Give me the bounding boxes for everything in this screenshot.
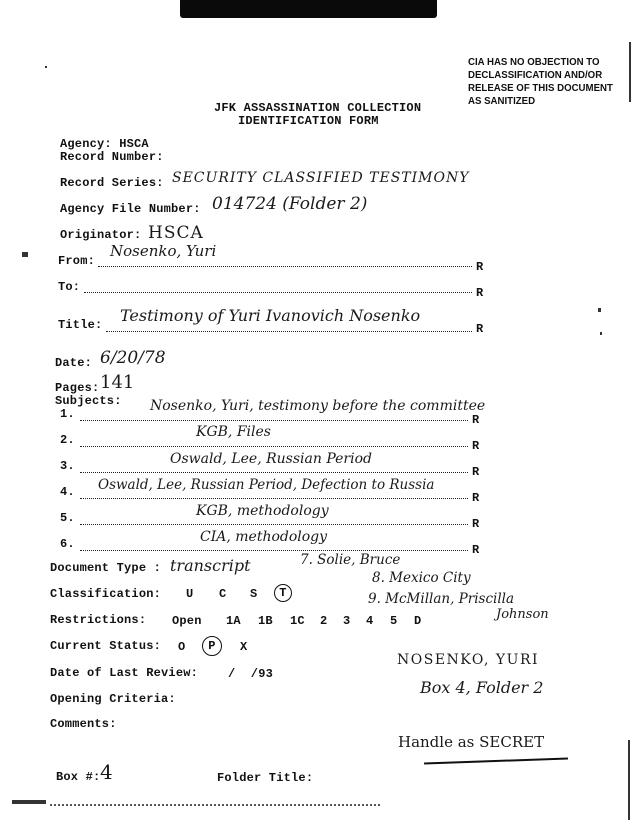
current-status-label: Current Status: [50,639,162,653]
comments-label: Comments: [50,717,117,731]
from-label: From: [58,254,96,268]
r-marker: R [472,465,480,479]
r-marker: R [472,413,480,427]
title-line [106,331,472,332]
subject-1: Nosenko, Yuri, testimony before the committee [150,398,486,414]
agency-file-number-label: Agency File Number: [60,202,201,216]
record-number-label: Record Number: [60,150,164,164]
subject-2: KGB, Files [196,424,271,440]
classification-option-s: S [250,587,258,601]
annotation-name: NOSENKO, YURI [397,652,540,668]
subject-line [80,472,468,473]
r-marker: R [472,439,480,453]
form-header-title: JFK ASSASSINATION COLLECTION [214,101,422,115]
subject-9-cont: Johnson [496,607,549,622]
subject-line [80,524,468,525]
scan-edge [12,800,46,804]
classification-option-c: C [219,587,227,601]
pages-value: 141 [100,372,135,393]
redaction-bar [180,0,437,18]
stamp-line: RELEASE OF THIS DOCUMENT [468,82,613,94]
scan-edge [628,740,630,820]
restriction-option: 4 [366,614,374,628]
restrictions-label: Restrictions: [50,613,147,627]
document-type-label: Document Type : [50,561,162,575]
r-marker: R [472,491,480,505]
to-line [84,292,472,293]
subject-number: 5. [60,511,75,525]
r-marker: R [476,286,484,300]
stamp-line: AS SANITIZED [468,95,536,107]
scan-speck [45,66,47,68]
from-value: Nosenko, Yuri [110,242,217,260]
status-option-p-selected [202,636,222,656]
stamp-line: DECLASSIFICATION AND/OR [468,69,603,81]
subject-5: KGB, methodology [196,503,329,519]
scan-speck [22,252,28,257]
restriction-option: 1B [258,614,273,628]
subject-number: 6. [60,537,75,551]
subject-number: 1. [60,407,75,421]
title-value: Testimony of Yuri Ivanovich Nosenko [120,306,421,325]
restriction-option: 1C [290,614,305,628]
subject-line [80,550,468,551]
scan-artifact-line [50,804,380,806]
classification-option-t-selected [274,584,292,602]
subject-9: 9. McMillan, Priscilla [368,591,515,607]
r-marker: R [476,322,484,336]
agency-value: HSCA [119,137,149,151]
r-marker: R [472,517,480,531]
opening-criteria-label: Opening Criteria: [50,692,176,706]
record-series-value: SECURITY CLASSIFIED TESTIMONY [172,170,470,186]
declassification-stamp [468,56,613,108]
originator-label: Originator: [60,228,142,242]
restriction-option: 5 [390,614,398,628]
from-line [98,266,472,267]
subject-number: 3. [60,459,75,473]
record-series-label: Record Series: [60,176,164,190]
restriction-option: 1A [226,614,241,628]
subject-7: 7. Solie, Bruce [300,552,401,568]
title-label: Title: [58,318,103,332]
subject-6: CIA, methodology [200,529,328,545]
box-label: Box #: [56,770,101,784]
handle-as-secret-annotation: Handle as SECRET [398,733,545,751]
folder-title-label: Folder Title: [217,771,314,785]
date-last-review-label: Date of Last Review: [50,666,199,680]
restriction-option: 3 [343,614,351,628]
subject-4: Oswald, Lee, Russian Period, Defection to Russia [98,477,435,493]
classification-label: Classification: [50,587,162,601]
subject-3: Oswald, Lee, Russian Period [170,451,372,467]
subject-8: 8. Mexico City [372,570,471,586]
stamp-line: CIA HAS NO OBJECTION TO [468,56,600,68]
subjects-label: Subjects: [55,394,122,408]
agency-file-number-value: 014724 (Folder 2) [212,194,368,214]
selection-circle: T [274,584,292,602]
annotation-box-folder: Box 4, Folder 2 [420,678,544,697]
restriction-option: 2 [320,614,328,628]
pages-label: Pages: [55,381,100,395]
scan-speck [600,332,602,335]
document-type-value: transcript [170,556,251,575]
subject-line [80,498,468,499]
scan-speck [598,308,601,312]
date-label: Date: [55,356,93,370]
classification-option-u: U [186,587,194,601]
form-header-subtitle: IDENTIFICATION FORM [238,114,379,128]
subject-number: 2. [60,433,75,447]
restriction-option: D [414,614,422,628]
r-marker: R [472,543,480,557]
box-value: 4 [100,760,113,784]
date-last-review-value: / /93 [228,667,274,681]
subject-line [80,446,468,447]
subject-line [80,420,468,421]
r-marker: R [476,260,484,274]
status-option-x: X [240,640,248,654]
agency-row [60,137,149,151]
restriction-option: Open [172,614,202,628]
to-label: To: [58,280,81,294]
scan-edge [629,42,631,102]
date-value: 6/20/78 [100,348,166,368]
selection-circle: P [202,636,222,656]
subject-number: 4. [60,485,75,499]
originator-value: HSCA [148,223,204,243]
handle-underline [424,757,568,764]
status-option-o: O [178,640,186,654]
agency-label: Agency: [60,137,112,151]
